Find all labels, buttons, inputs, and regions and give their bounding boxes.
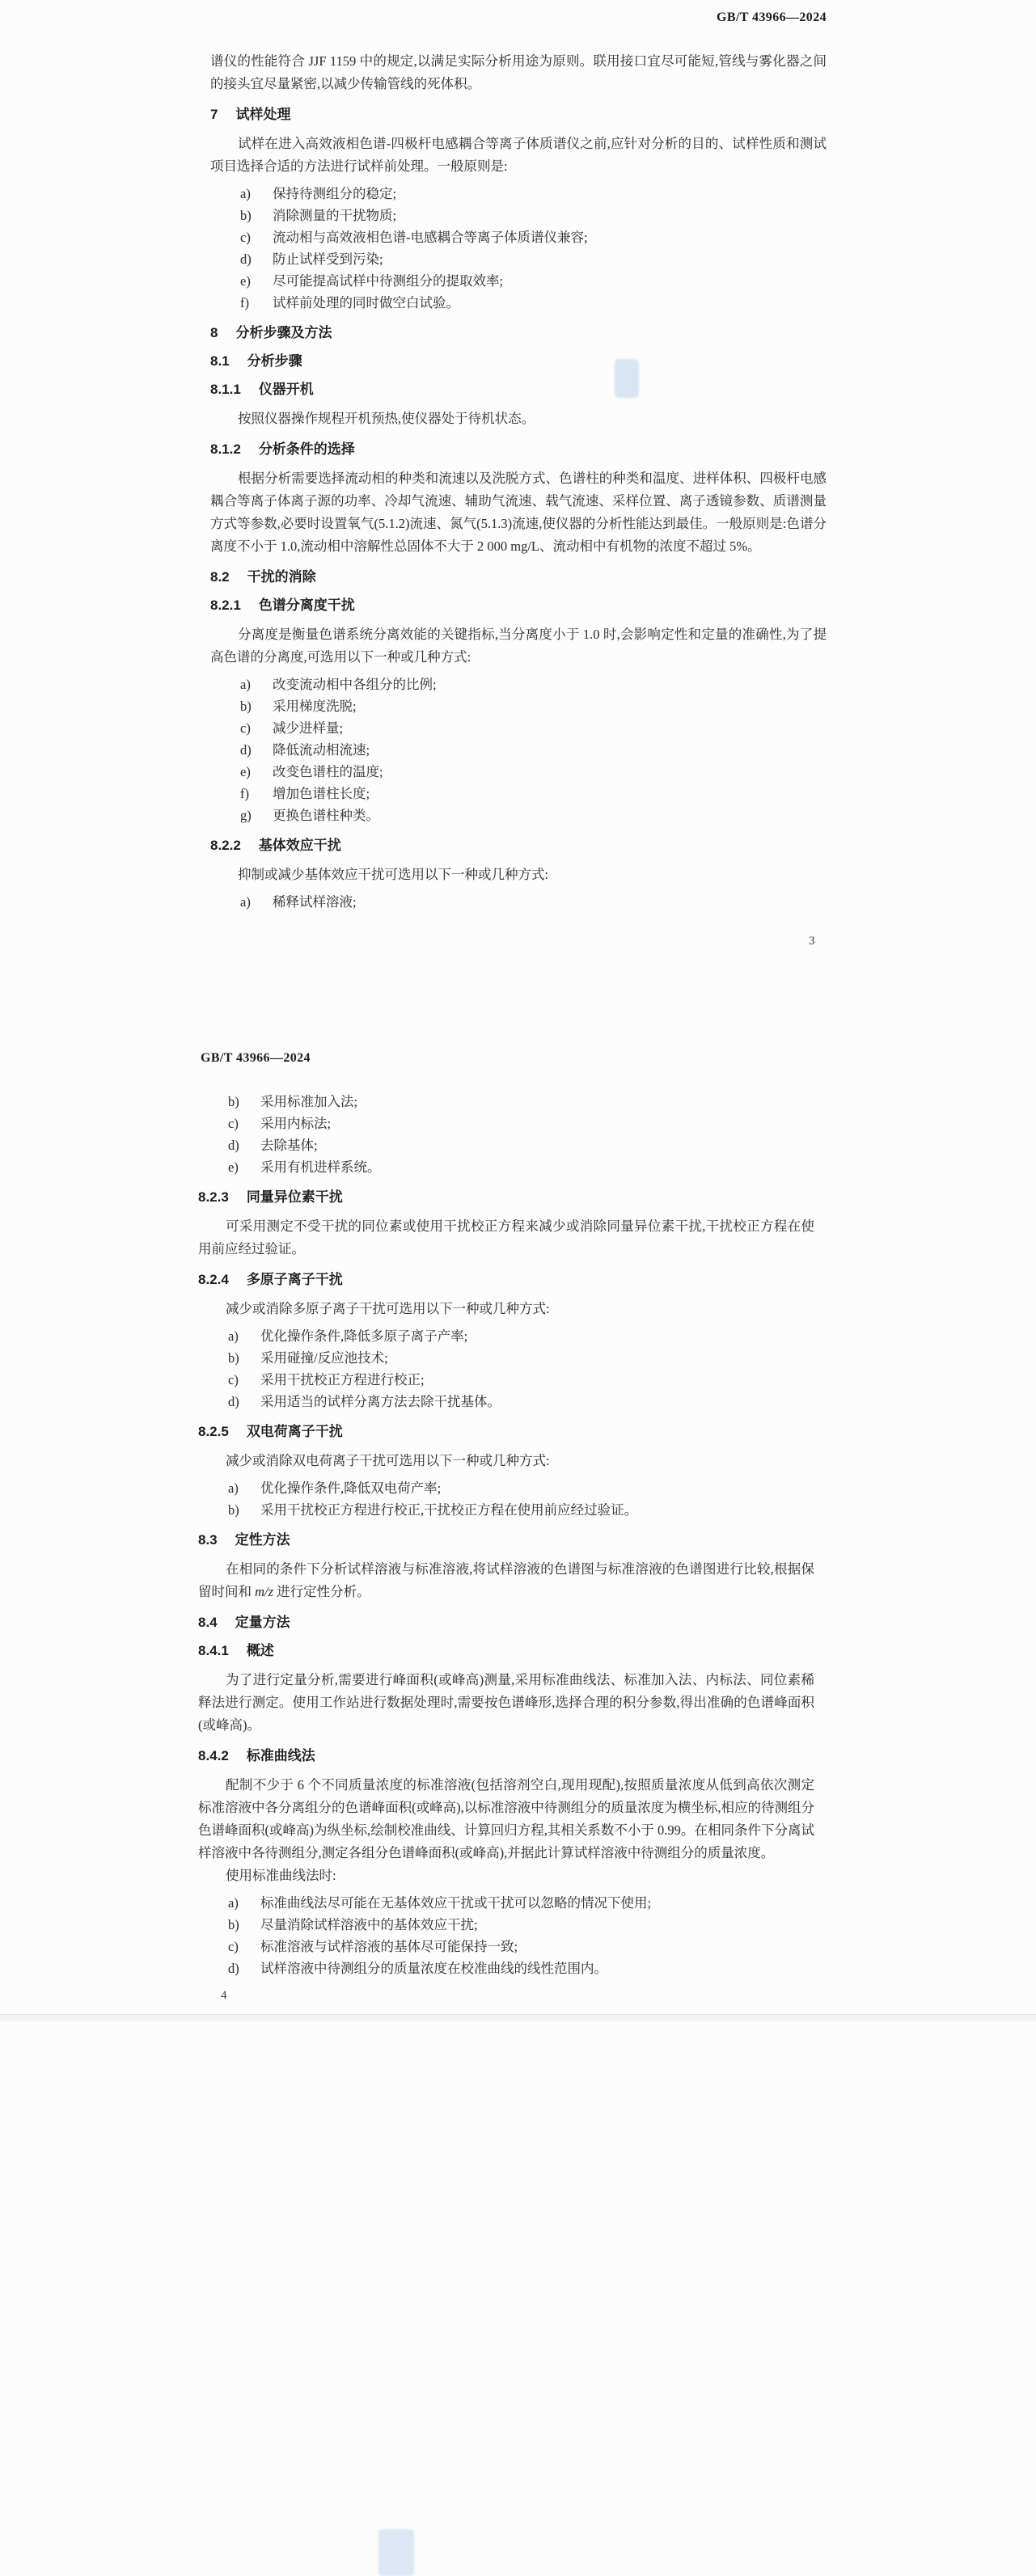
heading-title: 色谱分离度干扰 <box>258 598 355 613</box>
list-item-text: 采用碰撞/反应池技术; <box>260 1350 388 1366</box>
heading-title: 分析步骤及方法 <box>235 325 332 340</box>
heading-number: 8.1.2 <box>210 441 241 457</box>
paragraph: 减少或消除双电荷离子干扰可选用以下一种或几种方式: <box>226 1453 550 1468</box>
heading-8-2-5 <box>198 1423 814 1441</box>
list-item-label: d) <box>240 742 252 758</box>
page-header: GB/T 43966—2024 <box>201 1051 311 1065</box>
scan-bottom-edge <box>0 2014 1036 2021</box>
heading-title: 仪器开机 <box>258 382 314 397</box>
list-item-d <box>210 739 827 761</box>
page-3-content <box>210 50 827 913</box>
heading-number: 8.2.3 <box>198 1189 229 1205</box>
heading-title: 多原子离子干扰 <box>246 1272 343 1287</box>
heading-number: 8.2.5 <box>198 1424 229 1439</box>
list-item-label: c) <box>228 1116 239 1131</box>
heading-number: 8.2.2 <box>210 838 241 853</box>
list-item-b <box>198 1914 814 1936</box>
heading-8-2-1 <box>210 597 827 614</box>
paragraph: 谱仪的性能符合 JJF 1159 中的规定,以满足实际分析用途为原则。联用接口宜尽可能短,管线与雾化器之间的接头宜尽量紧密,以减少传输管线的死体积。 <box>210 53 827 91</box>
heading-title: 同量异位素干扰 <box>246 1189 343 1205</box>
list-item-label: a) <box>228 1480 239 1496</box>
ordered-list <box>198 1892 814 1979</box>
paragraph: 分离度是衡量色谱系统分离效能的关键指标,当分离度小于 1.0 时,会影响定性和定量的准确性,为了提高色谱的分离度,可选用以下一种或几种方式: <box>210 627 827 665</box>
list-item-text: 尽量消除试样溶液中的基体效应干扰; <box>260 1917 478 1932</box>
heading-8-1-1 <box>210 381 827 399</box>
list-item-text: 减少进样量; <box>273 720 344 736</box>
list-item-label: a) <box>228 1895 239 1911</box>
heading-number: 7 <box>210 107 218 122</box>
list-item-text: 增加色谱柱长度; <box>273 786 370 801</box>
list-item-a <box>210 674 827 695</box>
heading-title: 定量方法 <box>235 1615 290 1630</box>
list-item-label: a) <box>228 1328 239 1344</box>
ordered-list <box>210 891 827 913</box>
list-item-d <box>210 248 827 270</box>
heading-8-4 <box>198 1614 814 1632</box>
list-item-label: c) <box>228 1372 239 1387</box>
page-number: 4 <box>221 1989 227 2002</box>
list-item-label: c) <box>228 1939 239 1954</box>
list-item-label: a) <box>240 677 251 692</box>
paragraph: 减少或消除多原子离子干扰可选用以下一种或几种方式: <box>226 1301 550 1316</box>
list-item-text: 改变色谱柱的温度; <box>273 764 383 779</box>
ordered-list <box>198 1325 814 1413</box>
list-item-label: b) <box>228 1094 239 1109</box>
list-item-text: 采用有机进样系统。 <box>260 1159 381 1175</box>
paragraph: 使用标准曲线法时: <box>226 1868 336 1883</box>
list-item-b <box>198 1347 814 1369</box>
list-item-label: a) <box>240 894 251 910</box>
list-item-text: 保持待测组分的稳定; <box>273 186 397 201</box>
page-number: 3 <box>809 935 815 948</box>
list-item-label: e) <box>240 764 251 779</box>
heading-number: 8.1.1 <box>210 382 241 397</box>
ordered-list <box>210 674 827 826</box>
list-item-label: g) <box>240 808 252 823</box>
list-item-label: d) <box>228 1394 239 1409</box>
paragraph: 配制不少于 6 个不同质量浓度的标准溶液(包括溶剂空白,现用现配),按照质量浓度从低到高依次测定标准溶液中各分离组分的色谱峰面积(或峰高),以标准溶液中待测组分的质量浓度为横坐标,相应的待测组分色谱峰面积(或峰高)为纵坐标,绘制校准曲线、计算回归方程,其相关系数不小于 0.99。在相同条件下分离试样溶液中各待测组分,测定各组分色谱峰面积(或峰高),并据此计算试样溶液中待测组分的质量浓度。 <box>198 1777 814 1860</box>
heading-title: 双电荷离子干扰 <box>246 1424 343 1439</box>
list-item-text: 尽可能提高试样中待测组分的提取效率; <box>273 273 504 289</box>
list-item-text: 降低流动相流速; <box>273 742 370 758</box>
list-item-d <box>198 1391 814 1413</box>
heading-title: 分析步骤 <box>247 353 302 369</box>
list-item-text: 优化操作条件,降低双电荷产率; <box>260 1480 442 1496</box>
heading-number: 8.1 <box>210 353 230 369</box>
list-item-text: 稀释试样溶液; <box>273 894 357 910</box>
list-item-label: b) <box>240 699 252 714</box>
paragraph: 在相同的条件下分析试样溶液与标准溶液,将试样溶液的色谱图与标准溶液的色谱图进行比较,根据保留时间和 m/z 进行定性分析。 <box>198 1561 814 1599</box>
paragraph: 抑制或减少基体效应干扰可选用以下一种或几种方式: <box>238 867 549 882</box>
list-item-c <box>198 1936 814 1957</box>
heading-title: 试样处理 <box>235 107 291 122</box>
list-item-label: d) <box>228 1961 239 1976</box>
heading-title: 基体效应干扰 <box>258 838 341 853</box>
list-item-a <box>198 1325 814 1347</box>
page-4-content <box>198 1086 814 2003</box>
list-item-text: 采用干扰校正方程进行校正,干扰校正方程在使用前应经过验证。 <box>260 1502 638 1518</box>
list-item-text: 去除基体; <box>260 1138 318 1153</box>
list-item-c <box>210 226 827 248</box>
list-item-f <box>210 292 827 314</box>
list-item-text: 流动相与高效液相色谱-电感耦合等离子体质谱仪兼容; <box>273 230 588 245</box>
list-item-e <box>210 270 827 292</box>
list-item-text: 改变流动相中各组分的比例; <box>273 677 437 692</box>
ordered-list <box>198 1477 814 1521</box>
heading-number: 8.4 <box>198 1615 218 1630</box>
heading-8-3 <box>198 1531 814 1549</box>
heading-number: 8 <box>210 325 218 340</box>
list-item-text: 优化操作条件,降低多原子离子产率; <box>260 1328 468 1344</box>
paragraph: 按照仪器操作规程开机预热,使仪器处于待机状态。 <box>238 411 535 426</box>
list-item-label: f) <box>240 295 249 310</box>
heading-8-2-2 <box>210 837 827 855</box>
list-item-label: d) <box>240 251 252 267</box>
list-item-label: b) <box>228 1502 239 1518</box>
list-item-b <box>210 205 827 226</box>
list-item-b <box>210 695 827 717</box>
heading-number: 8.4.1 <box>198 1643 229 1658</box>
list-item-label: a) <box>240 186 251 201</box>
heading-title: 概述 <box>246 1643 274 1658</box>
list-item-a <box>210 183 827 205</box>
list-item-text: 标准溶液与试样溶液的基体尽可能保持一致; <box>260 1939 518 1954</box>
list-item-text: 采用内标法; <box>260 1116 332 1131</box>
list-item-text: 试样前处理的同时做空白试验。 <box>273 295 459 310</box>
ordered-list <box>210 183 827 314</box>
heading-number: 8.4.2 <box>198 1748 229 1763</box>
heading-title: 标准曲线法 <box>246 1748 315 1763</box>
list-item-label: d) <box>228 1138 239 1153</box>
list-item-e <box>198 1156 814 1178</box>
list-item-a <box>210 891 827 913</box>
list-item-label: b) <box>228 1350 239 1366</box>
list-item-text: 标准曲线法尽可能在无基体效应干扰或干扰可以忽略的情况下使用; <box>260 1895 652 1911</box>
heading-number: 8.3 <box>198 1532 218 1548</box>
heading-8-2-4 <box>198 1271 814 1289</box>
list-item-text: 采用梯度洗脱; <box>273 699 357 714</box>
list-item-b <box>198 1499 814 1521</box>
list-item-b <box>198 1091 814 1113</box>
paragraph: 试样在进入高效液相色谱-四极杆电感耦合等离子体质谱仪之前,应针对分析的目的、试样性质和测试项目选择合适的方法进行试样前处理。一般原则是: <box>210 136 827 174</box>
list-item-d <box>198 1957 814 1979</box>
list-item-text: 采用干扰校正方程进行校正; <box>260 1372 425 1387</box>
heading-title: 分析条件的选择 <box>258 441 355 457</box>
list-item-d <box>198 1134 814 1156</box>
list-item-label: c) <box>240 230 251 245</box>
watermark-stamp <box>378 2529 414 2576</box>
list-item-label: b) <box>228 1917 239 1932</box>
list-item-label: e) <box>240 273 251 289</box>
heading-8-4-1 <box>198 1642 814 1660</box>
heading-title: 干扰的消除 <box>247 569 316 585</box>
heading-number: 8.2.4 <box>198 1272 229 1287</box>
list-item-c <box>198 1369 814 1391</box>
page-3 <box>0 0 1036 1011</box>
heading-8-4-2 <box>198 1747 814 1765</box>
list-item-text: 消除测量的干扰物质; <box>273 208 397 223</box>
paragraph: 可采用测定不受干扰的同位素或使用干扰校正方程来减少或消除同量异位素干扰,干扰校正方程在使用前应经过验证。 <box>198 1218 814 1256</box>
heading-number: 8.2.1 <box>210 598 241 613</box>
list-item-text: 防止试样受到污染; <box>273 251 383 267</box>
heading-8-1 <box>210 353 827 370</box>
heading-title: 定性方法 <box>235 1532 290 1548</box>
heading-number: 8.2 <box>210 569 230 585</box>
list-item-f <box>210 783 827 804</box>
list-item-c <box>210 717 827 739</box>
heading-8 <box>210 324 827 342</box>
list-item-label: c) <box>240 720 251 736</box>
mz-italic: m/z <box>255 1584 274 1599</box>
list-item-text: 采用标准加入法; <box>260 1094 358 1109</box>
page-4 <box>0 1011 1036 2021</box>
list-item-a <box>198 1477 814 1499</box>
list-item-e <box>210 761 827 783</box>
list-item-a <box>198 1892 814 1914</box>
heading-8-2-3 <box>198 1189 814 1206</box>
paragraph: 为了进行定量分析,需要进行峰面积(或峰高)测量,采用标准曲线法、标准加入法、内标法、同位素稀释法进行测定。使用工作站进行数据处理时,需要按色谱峰形,选择合理的积分参数,得出准确的色谱峰面积(或峰高)。 <box>198 1672 814 1733</box>
list-item-label: f) <box>240 786 249 801</box>
list-item-text: 更换色谱柱种类。 <box>273 808 379 823</box>
paragraph: 根据分析需要选择流动相的种类和流速以及洗脱方式、色谱柱的种类和温度、进样体积、四极杆电感耦合等离子体离子源的功率、冷却气流速、辅助气流速、载气流速、采样位置、离子透镜参数、质谱测量方式等参数,必要时设置氧气(5.1.2)流速、氮气(5.1.3)流速,使仪器的分析性能达到最佳。一般原则是:色谱分离度不小于 1.0,流动相中溶解性总固体不大于 2 000 mg/L、流动相中有机物的浓度不超过 5%。 <box>210 471 827 554</box>
list-item-label: b) <box>240 208 252 223</box>
page-header: GB/T 43966—2024 <box>717 11 827 24</box>
ordered-list <box>198 1091 814 1178</box>
list-item-text: 采用适当的试样分离方法去除干扰基体。 <box>260 1394 501 1409</box>
heading-7 <box>210 106 827 124</box>
list-item-text: 试样溶液中待测组分的质量浓度在校准曲线的线性范围内。 <box>260 1961 607 1976</box>
list-item-g <box>210 804 827 826</box>
heading-8-1-2 <box>210 441 827 458</box>
list-item-c <box>198 1113 814 1134</box>
list-item-label: e) <box>228 1159 239 1175</box>
heading-8-2 <box>210 568 827 586</box>
